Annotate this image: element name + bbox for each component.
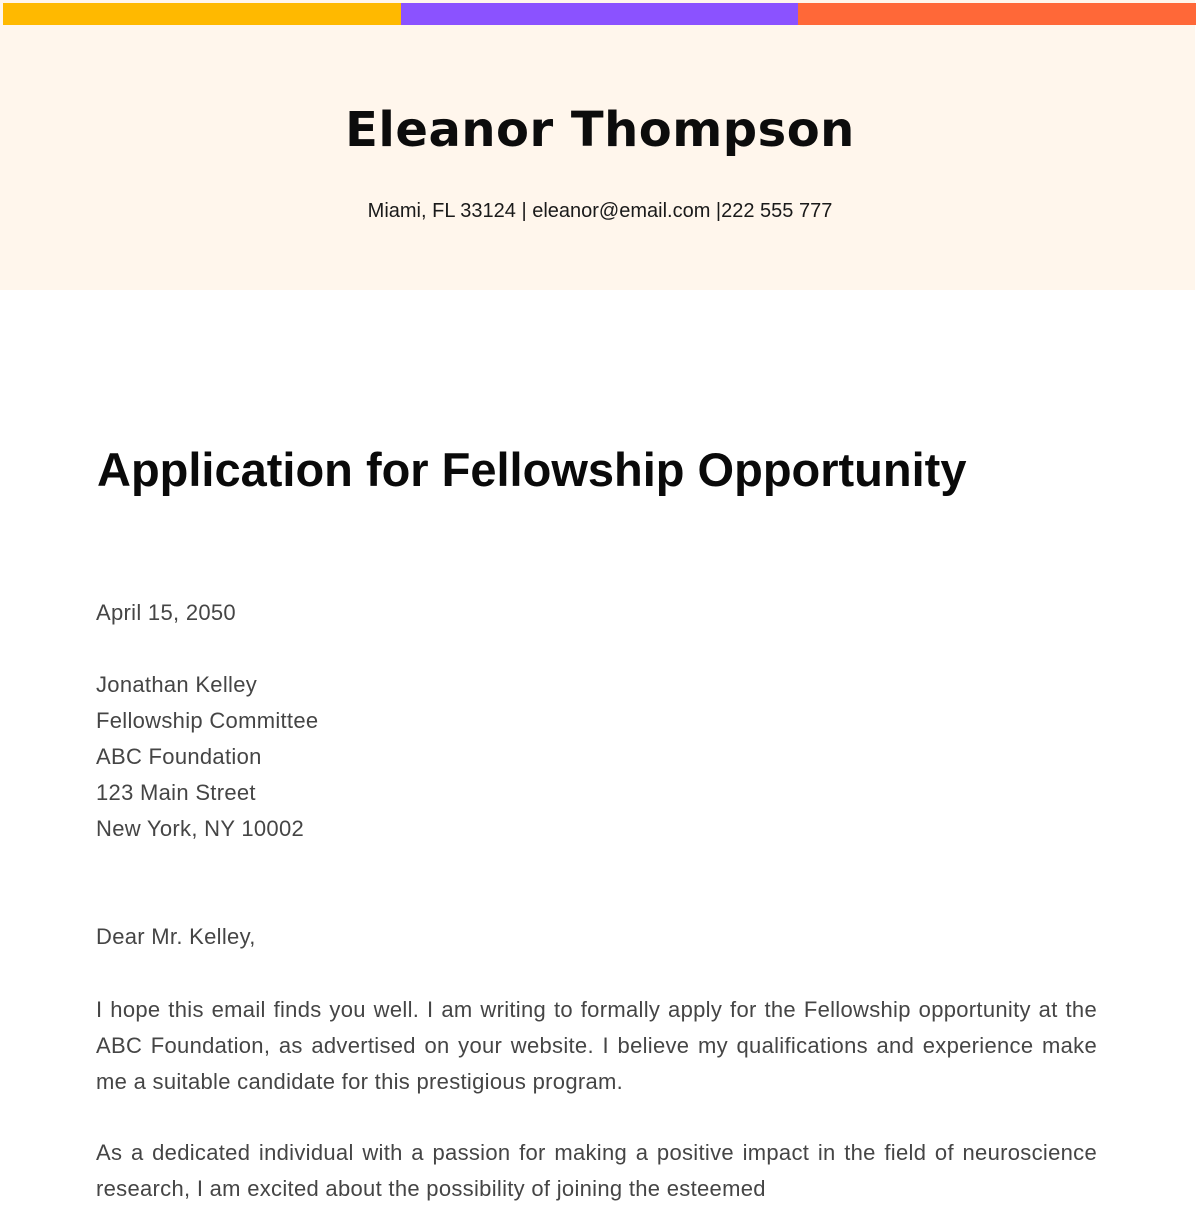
letter-title: Application for Fellowship Opportunity — [97, 443, 967, 496]
recipient-city-state-zip: New York, NY 10002 — [96, 816, 305, 841]
recipient-organization: ABC Foundation — [96, 744, 262, 769]
letter-date: April 15, 2050 — [96, 600, 236, 625]
recipient-department: Fellowship Committee — [96, 708, 319, 733]
accent-bar-segment-orange — [798, 3, 1196, 25]
accent-bar-segment-yellow — [3, 3, 401, 25]
body-paragraph-2: As a dedicated individual with a passion for making a positive impact in the field of neuroscience research, I am excited about the possibility of joining the esteemed — [96, 1140, 1097, 1201]
recipient-street: 123 Main Street — [96, 780, 256, 805]
body-paragraph-1: I hope this email finds you well. I am writing to formally apply for the Fellowship opportunity at the ABC Foundation, as advertised on your website. I believe my qualifications and experience make me a suitable candidate for this prestigious program. — [96, 997, 1097, 1094]
sender-name: Eleanor Thompson — [345, 102, 855, 158]
accent-bar-segment-purple — [401, 3, 799, 25]
sender-contact-line: Miami, FL 33124 | eleanor@email.com |222 555 777 — [367, 200, 833, 222]
recipient-name: Jonathan Kelley — [96, 672, 258, 697]
salutation: Dear Mr. Kelley, — [96, 924, 256, 949]
accent-color-bar — [3, 3, 1196, 25]
recipient-address — [96, 667, 1097, 847]
